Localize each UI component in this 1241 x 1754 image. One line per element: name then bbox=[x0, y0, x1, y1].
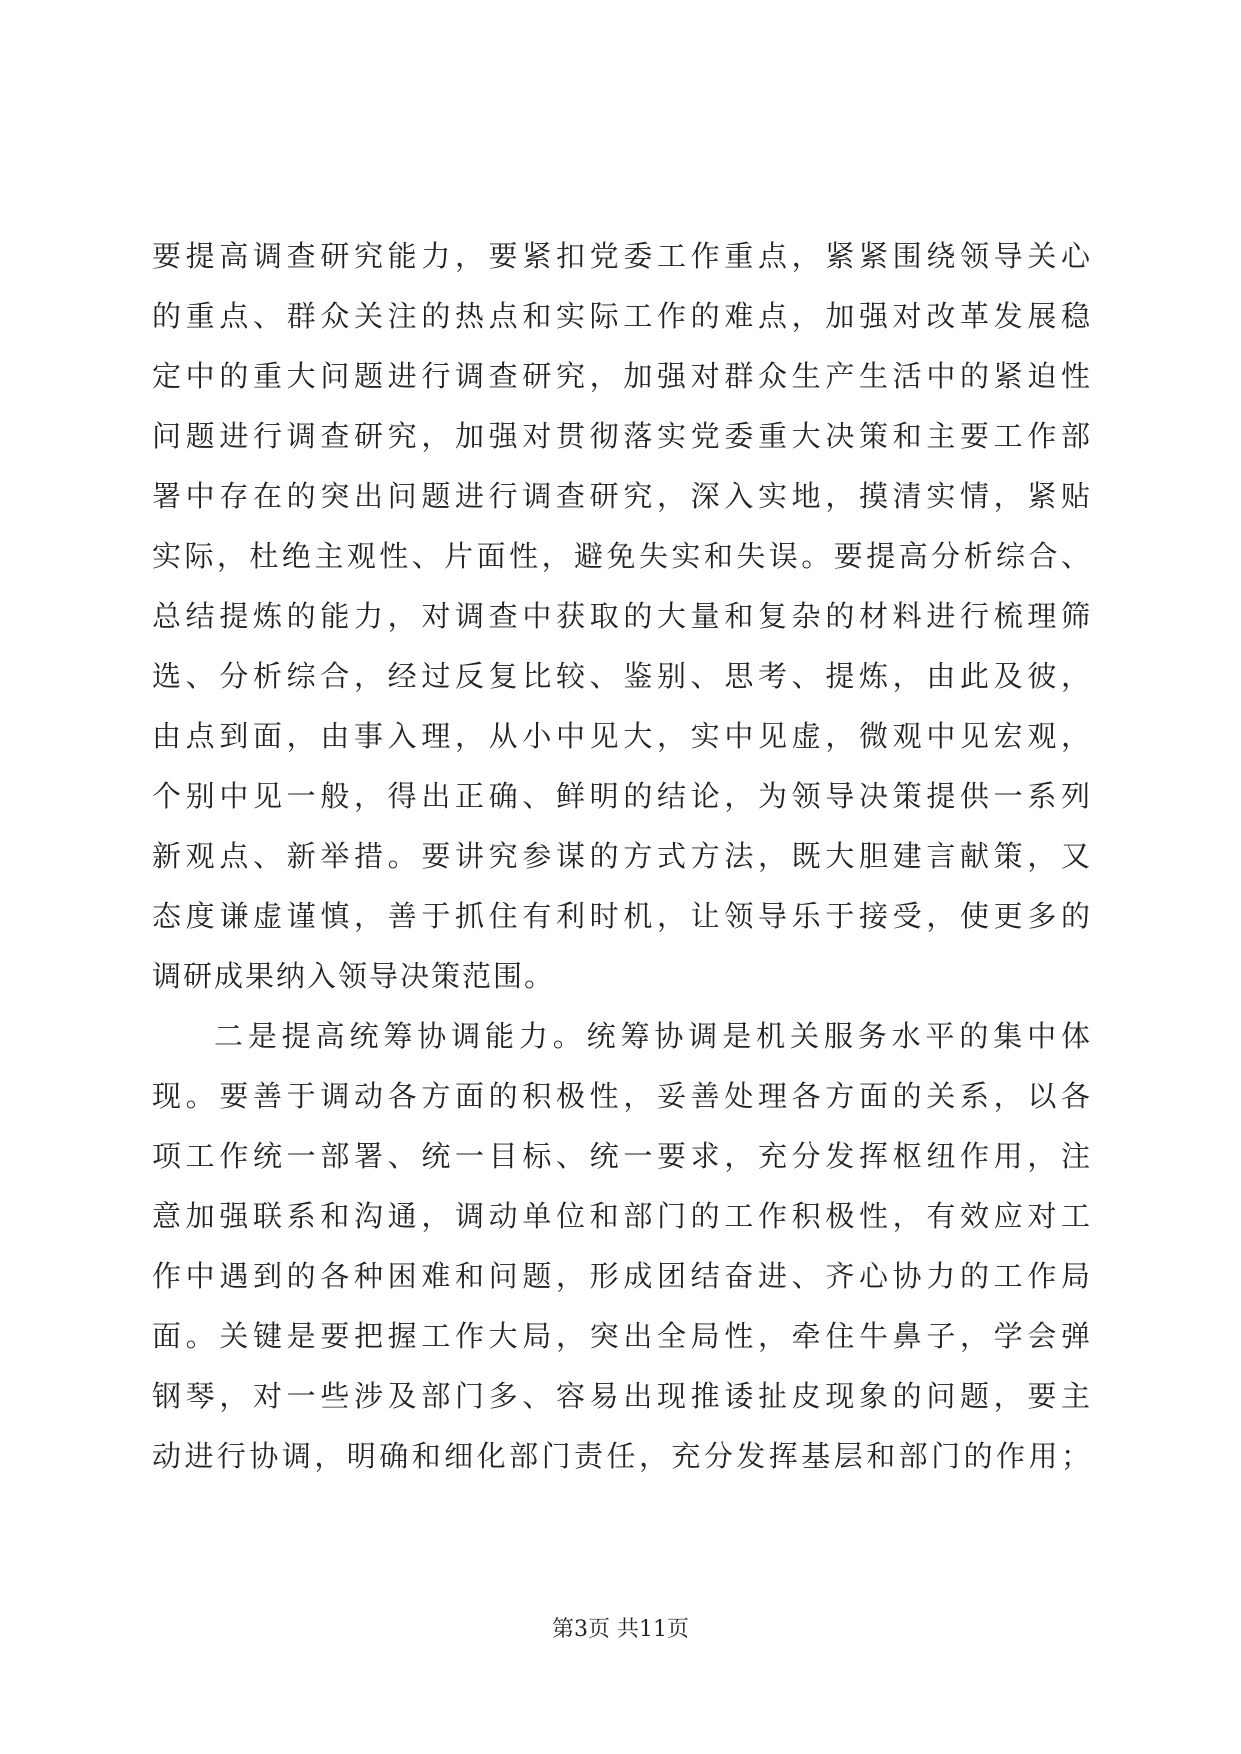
text-line: 二是提高统筹协调能力。统筹协调是机关服务水平的集中体 bbox=[214, 1019, 1092, 1053]
text-line: 由点到面，由事入理，从小中见大，实中见虚，微观中见宏观， bbox=[152, 719, 1092, 753]
text-line: 个别中见一般，得出正确、鲜明的结论，为领导决策提供一系列 bbox=[152, 779, 1092, 813]
text-line: 署中存在的突出问题进行调查研究，深入实地，摸清实情，紧贴 bbox=[152, 479, 1092, 513]
text-line: 动进行协调，明确和细化部门责任，充分发挥基层和部门的作用； bbox=[152, 1439, 1092, 1473]
text-line: 的重点、群众关注的热点和实际工作的难点，加强对改革发展稳 bbox=[152, 299, 1092, 333]
body-text bbox=[152, 226, 1092, 1486]
text-line: 总结提炼的能力，对调查中获取的大量和复杂的材料进行梳理筛 bbox=[152, 599, 1092, 633]
text-line: 定中的重大问题进行调查研究，加强对群众生产生活中的紧迫性 bbox=[152, 359, 1092, 393]
text-line: 选、分析综合，经过反复比较、鉴别、思考、提炼，由此及彼， bbox=[152, 659, 1092, 693]
text-line: 钢琴，对一些涉及部门多、容易出现推诿扯皮现象的问题，要主 bbox=[152, 1379, 1092, 1413]
page-footer: 第3页 共11页 bbox=[552, 1617, 689, 1642]
text-line: 实际，杜绝主观性、片面性，避免失实和失误。要提高分析综合、 bbox=[152, 539, 1092, 573]
text-line: 要提高调查研究能力，要紧扣党委工作重点，紧紧围绕领导关心 bbox=[152, 239, 1092, 273]
text-line: 新观点、新举措。要讲究参谋的方式方法，既大胆建言献策，又 bbox=[152, 839, 1092, 873]
text-line: 项工作统一部署、统一目标、统一要求，充分发挥枢纽作用，注 bbox=[152, 1139, 1092, 1173]
text-line: 作中遇到的各种困难和问题，形成团结奋进、齐心协力的工作局 bbox=[152, 1259, 1092, 1293]
text-line: 问题进行调查研究，加强对贯彻落实党委重大决策和主要工作部 bbox=[152, 419, 1092, 453]
text-line: 现。要善于调动各方面的积极性，妥善处理各方面的关系，以各 bbox=[152, 1079, 1092, 1113]
text-line: 调研成果纳入领导决策范围。 bbox=[152, 959, 556, 993]
text-line: 意加强联系和沟通，调动单位和部门的工作积极性，有效应对工 bbox=[152, 1199, 1092, 1233]
text-line: 面。关键是要把握工作大局，突出全局性，牵住牛鼻子，学会弹 bbox=[152, 1319, 1092, 1353]
text-line: 态度谦虚谨慎，善于抓住有利时机，让领导乐于接受，使更多的 bbox=[152, 899, 1092, 933]
